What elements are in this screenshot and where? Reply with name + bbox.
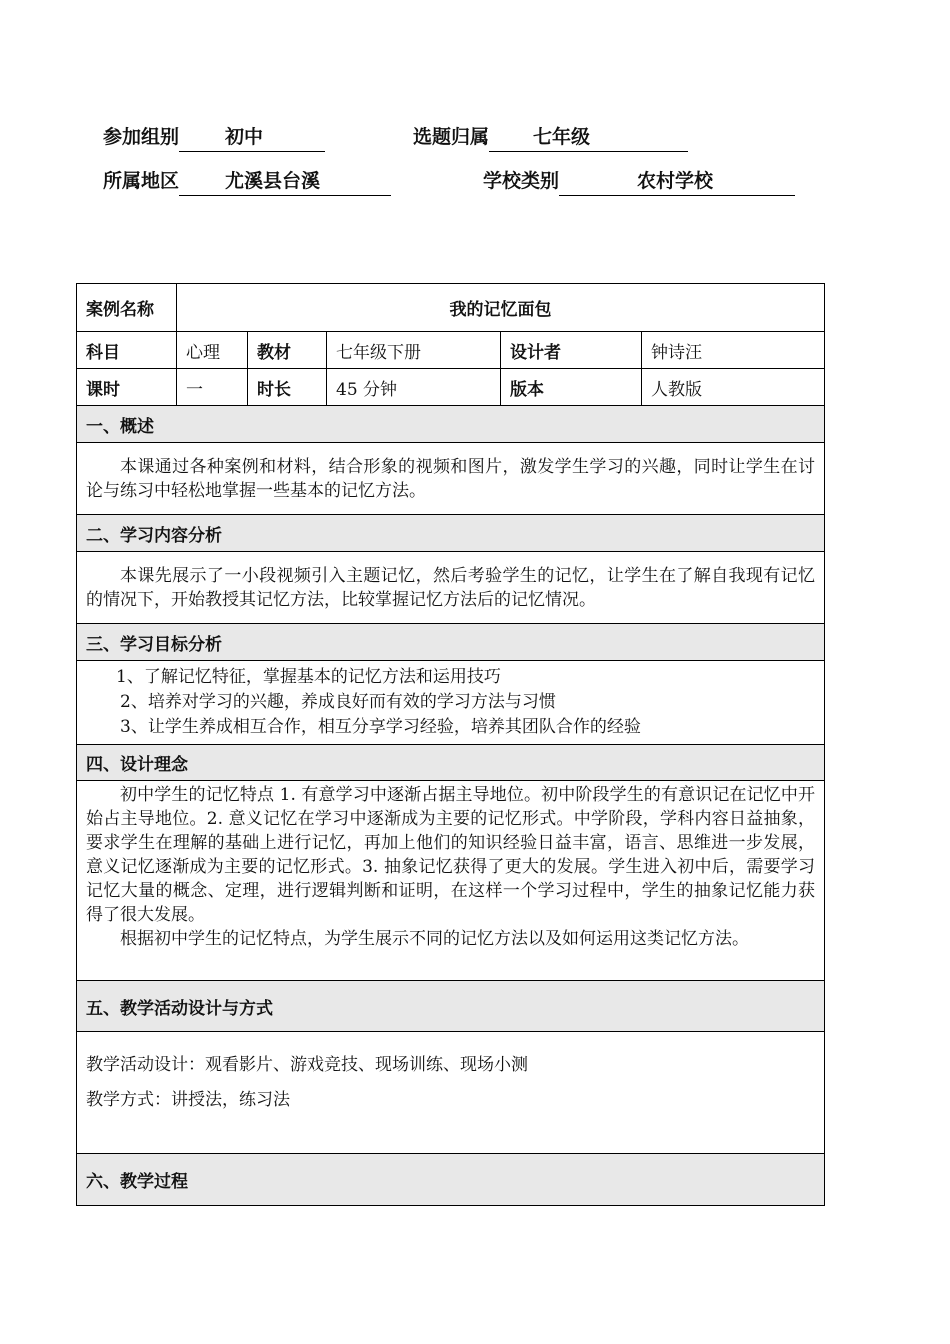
lesson-table bbox=[76, 283, 825, 1206]
topic-label: 选题归属 bbox=[413, 126, 490, 148]
school-value: 农村学校 bbox=[559, 166, 795, 196]
duration-label: 时长 bbox=[248, 369, 327, 406]
region-value: 尤溪县台溪 bbox=[179, 166, 391, 196]
section-design-concept-title: 四、设计理念 bbox=[77, 745, 825, 781]
topic-value: 七年级 bbox=[489, 122, 688, 152]
edition-label: 版本 bbox=[501, 369, 642, 406]
period-label: 课时 bbox=[77, 369, 177, 406]
case-name-value: 我的记忆面包 bbox=[177, 284, 825, 332]
goal-item: 1、了解记忆特征，掌握基本的记忆方法和运用技巧 bbox=[116, 667, 501, 687]
designer-value: 钟诗汪 bbox=[642, 332, 825, 369]
teaching-method-line: 教学方式：讲授法，练习法 bbox=[86, 1090, 290, 1110]
goal-item: 2、培养对学习的兴趣，养成良好而有效的学习方法与习惯 bbox=[120, 692, 556, 712]
section-overview-body bbox=[77, 443, 825, 515]
subject-row bbox=[77, 332, 825, 369]
design-concept-text-1: 初中学生的记忆特点 1. 有意学习中逐渐占据主导地位。初中阶段学生的有意识记在记忆中开始占主导地位。2. 意义记忆在学习中逐渐成为主要的记忆形式。中学阶段，学科内容日益抽象，要求学生在理解的基础上进行记忆，再加上他们的知识经验日益丰富，语言、思维进一步发展，意义记忆逐渐成为主要的记忆形式。3. 抽象记忆获得了更大的发展。学生进入初中后，需要学习记忆大量的概念、定理，进行逻辑判断和证明，在这样一个学习过程中，学生的抽象记忆能力获得了很大发展。 bbox=[86, 785, 816, 925]
group-label: 参加组别 bbox=[103, 126, 180, 148]
period-row bbox=[77, 369, 825, 406]
case-name-row bbox=[77, 284, 825, 332]
subject-label: 科目 bbox=[77, 332, 177, 369]
school-label: 学校类别 bbox=[483, 170, 560, 192]
section-process-title: 六、教学过程 bbox=[77, 1154, 825, 1206]
case-name-label: 案例名称 bbox=[77, 284, 177, 332]
section-goals-body bbox=[77, 661, 825, 745]
section-activity-title: 五、教学活动设计与方式 bbox=[77, 981, 825, 1032]
content-analysis-text: 本课先展示了一小段视频引入主题记忆，然后考验学生的记忆，让学生在了解自我现有记忆的情况下，开始教授其记忆方法，比较掌握记忆方法后的记忆情况。 bbox=[86, 565, 816, 610]
duration-value: 45 分钟 bbox=[327, 369, 501, 406]
region-label: 所属地区 bbox=[103, 170, 180, 192]
design-concept-text-2: 根据初中学生的记忆特点，为学生展示不同的记忆方法以及如何运用这类记忆方法。 bbox=[120, 929, 749, 949]
topic-field bbox=[413, 122, 688, 152]
section-design-concept-body bbox=[77, 781, 825, 981]
section-content-analysis-title: 二、学习内容分析 bbox=[77, 515, 825, 552]
designer-label: 设计者 bbox=[501, 332, 642, 369]
group-value: 初中 bbox=[179, 122, 325, 152]
overview-text: 本课通过各种案例和材料，结合形象的视频和图片，激发学生学习的兴趣，同时让学生在讨论与练习中轻松地掌握一些基本的记忆方法。 bbox=[86, 456, 816, 501]
region-field bbox=[103, 166, 391, 196]
school-field bbox=[483, 166, 795, 196]
goal-item: 3、让学生养成相互合作，相互分享学习经验，培养其团队合作的经验 bbox=[120, 717, 641, 737]
section-content-analysis-body bbox=[77, 552, 825, 624]
edition-value: 人教版 bbox=[642, 369, 825, 406]
textbook-value: 七年级下册 bbox=[327, 332, 501, 369]
section-overview-title: 一、概述 bbox=[77, 406, 825, 443]
subject-value: 心理 bbox=[177, 332, 248, 369]
section-goals-title: 三、学习目标分析 bbox=[77, 624, 825, 661]
textbook-label: 教材 bbox=[248, 332, 327, 369]
group-field bbox=[103, 122, 325, 152]
activity-design-line: 教学活动设计：观看影片、游戏竞技、现场训练、现场小测 bbox=[86, 1055, 528, 1075]
section-activity-body bbox=[77, 1032, 825, 1154]
period-value: 一 bbox=[177, 369, 248, 406]
